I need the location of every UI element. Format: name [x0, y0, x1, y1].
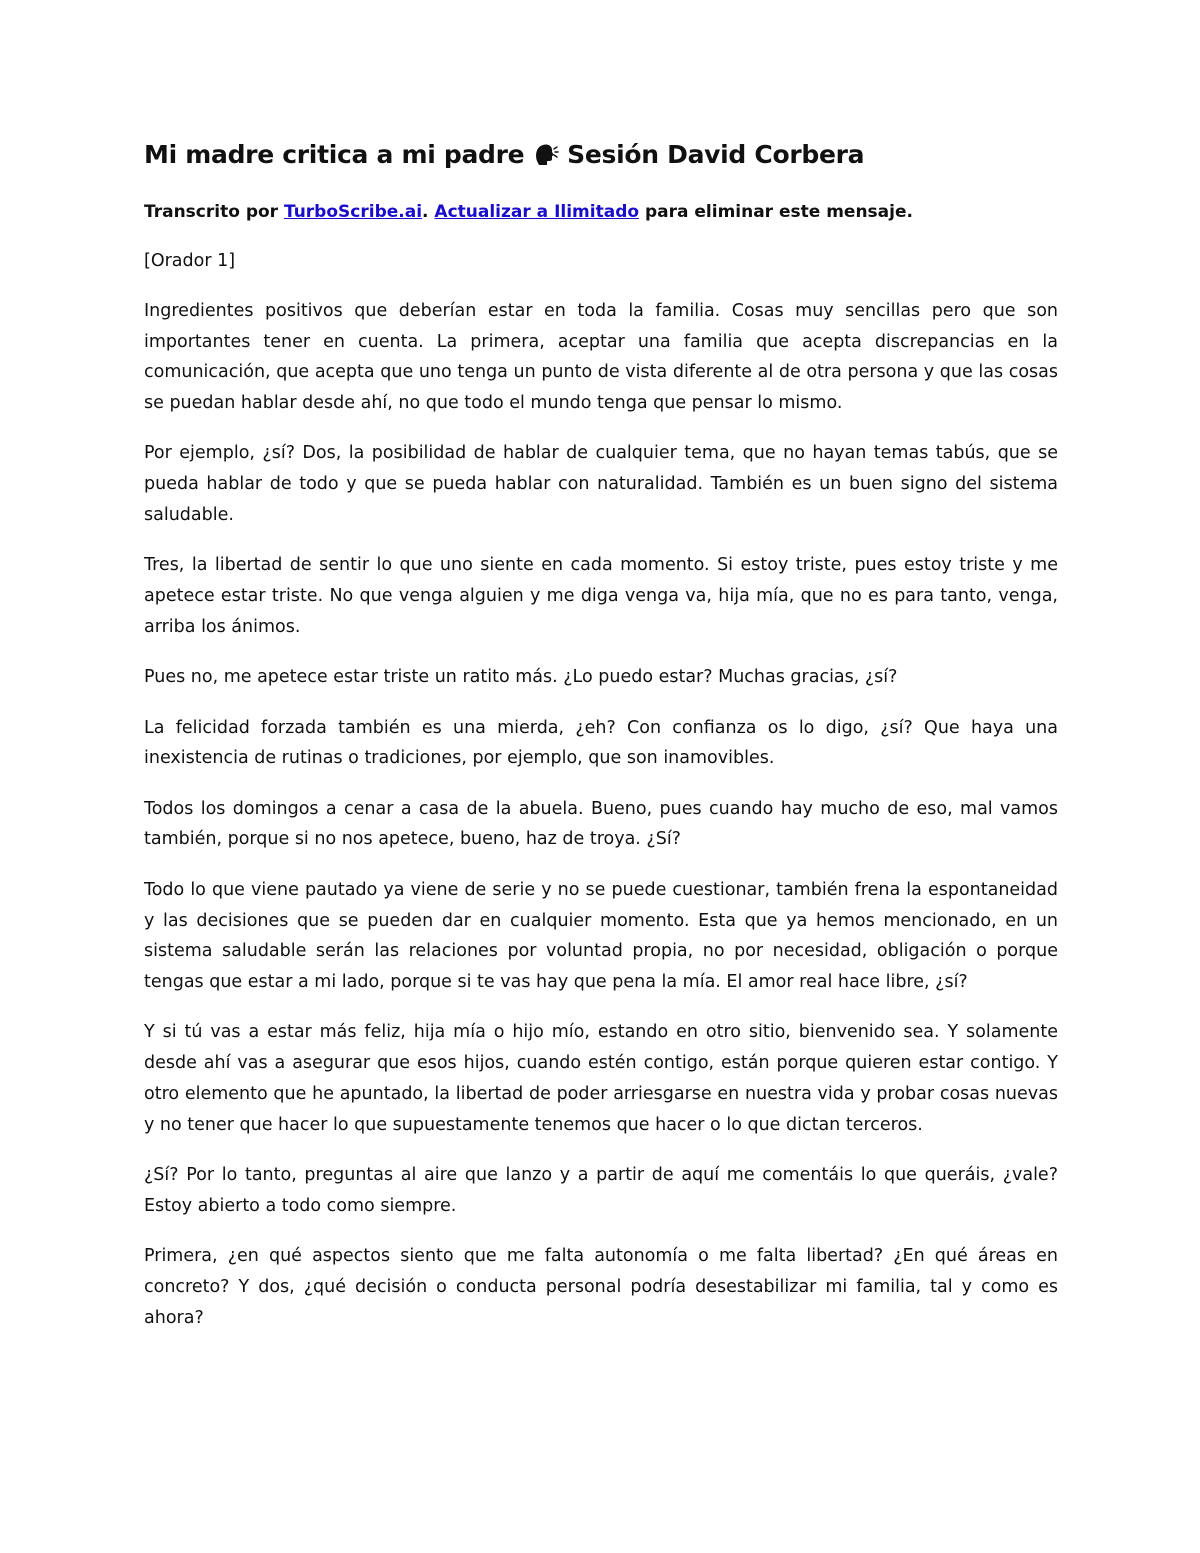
paragraph: ¿Sí? Por lo tanto, preguntas al aire que lanzo y a partir de aquí me comentáis lo que queráis, ¿vale? Estoy abierto a todo como siempre. [144, 1165, 1058, 1216]
banner-separator: . [422, 202, 435, 222]
paragraph: Y si tú vas a estar más feliz, hija mía o hijo mío, estando en otro sitio, bienvenido sea. Y solamente desde ahí vas a asegurar que esos hijos, cuando estén contigo, están porque quieren estar contigo. Y otro elemento que he apuntado, la libertad de poder arriesgarse en nuestra vida y probar cosas nuevas y no tener que hacer lo que supuestamente tenemos que hacer o lo que dictan terceros. [144, 1022, 1058, 1135]
transcription-banner [144, 200, 1058, 226]
title-text-main: Mi madre critica a mi padre [144, 140, 525, 169]
paragraph: Por ejemplo, ¿sí? Dos, la posibilidad de hablar de cualquier tema, que no hayan temas tabús, que se pueda hablar de todo y que se pueda hablar con naturalidad. También es un buen signo del sistema saludable. [144, 443, 1058, 526]
paragraph: Primera, ¿en qué aspectos siento que me falta autonomía o me falta libertad? ¿En qué áreas en concreto? Y dos, ¿qué decisión o conducta personal podría desestabilizar mi familia, tal y como es ahora? [144, 1246, 1058, 1328]
paragraph: Todo lo que viene pautado ya viene de serie y no se puede cuestionar, también frena la espontaneidad y las decisiones que se pueden dar en cualquier momento. Esta que ya hemos mencionado, en un sistema saludable serán las relaciones por voluntad propia, no por necesidad, obligación o porque tengas que estar a mi lado, porque si te vas hay que pena la mía. El amor real hace libre, ¿sí? [144, 879, 1058, 993]
paragraph: Ingredientes positivos que deberían estar en toda la familia. Cosas muy sencillas pero que son importantes tener en cuenta. La primera, aceptar una familia que acepta discrepancias en la comunicación, que acepta que uno tenga un punto de vista diferente al de otra persona y que las cosas se puedan hablar desde ahí, no que todo el mundo tenga que pensar lo mismo. [144, 300, 1058, 414]
document-title [144, 140, 1058, 170]
paragraph: Pues no, me apetece estar triste un ratito más. ¿Lo puedo estar? Muchas gracias, ¿sí? [144, 667, 898, 688]
document-page [144, 140, 1058, 1353]
speaking-head-icon [533, 141, 559, 167]
upgrade-link[interactable]: Actualizar a Ilimitado [434, 202, 640, 222]
banner-suffix: para eliminar este mensaje. [639, 202, 913, 222]
paragraph: Todos los domingos a cenar a casa de la abuela. Bueno, pues cuando hay mucho de eso, mal vamos también, porque si no nos apetece, bueno, haz de troya. ¿Sí? [144, 798, 1058, 850]
banner-prefix: Transcrito por [144, 202, 284, 222]
title-text-session: Sesión David Corbera [567, 140, 865, 169]
paragraph: Tres, la libertad de sentir lo que uno siente en cada momento. Si estoy triste, pues estoy triste y me apetece estar triste. No que venga alguien y me diga venga va, hija mía, que no es para tanto, venga, arriba los ánimos. [144, 555, 1058, 637]
speaker-label: [Orador 1] [144, 250, 236, 271]
turboscribe-link[interactable]: TurboScribe.ai [283, 202, 423, 222]
paragraph: La felicidad forzada también es una mierda, ¿eh? Con confianza os lo digo, ¿sí? Que haya una inexistencia de rutinas o tradiciones, por ejemplo, que son inamovibles. [144, 717, 1058, 769]
